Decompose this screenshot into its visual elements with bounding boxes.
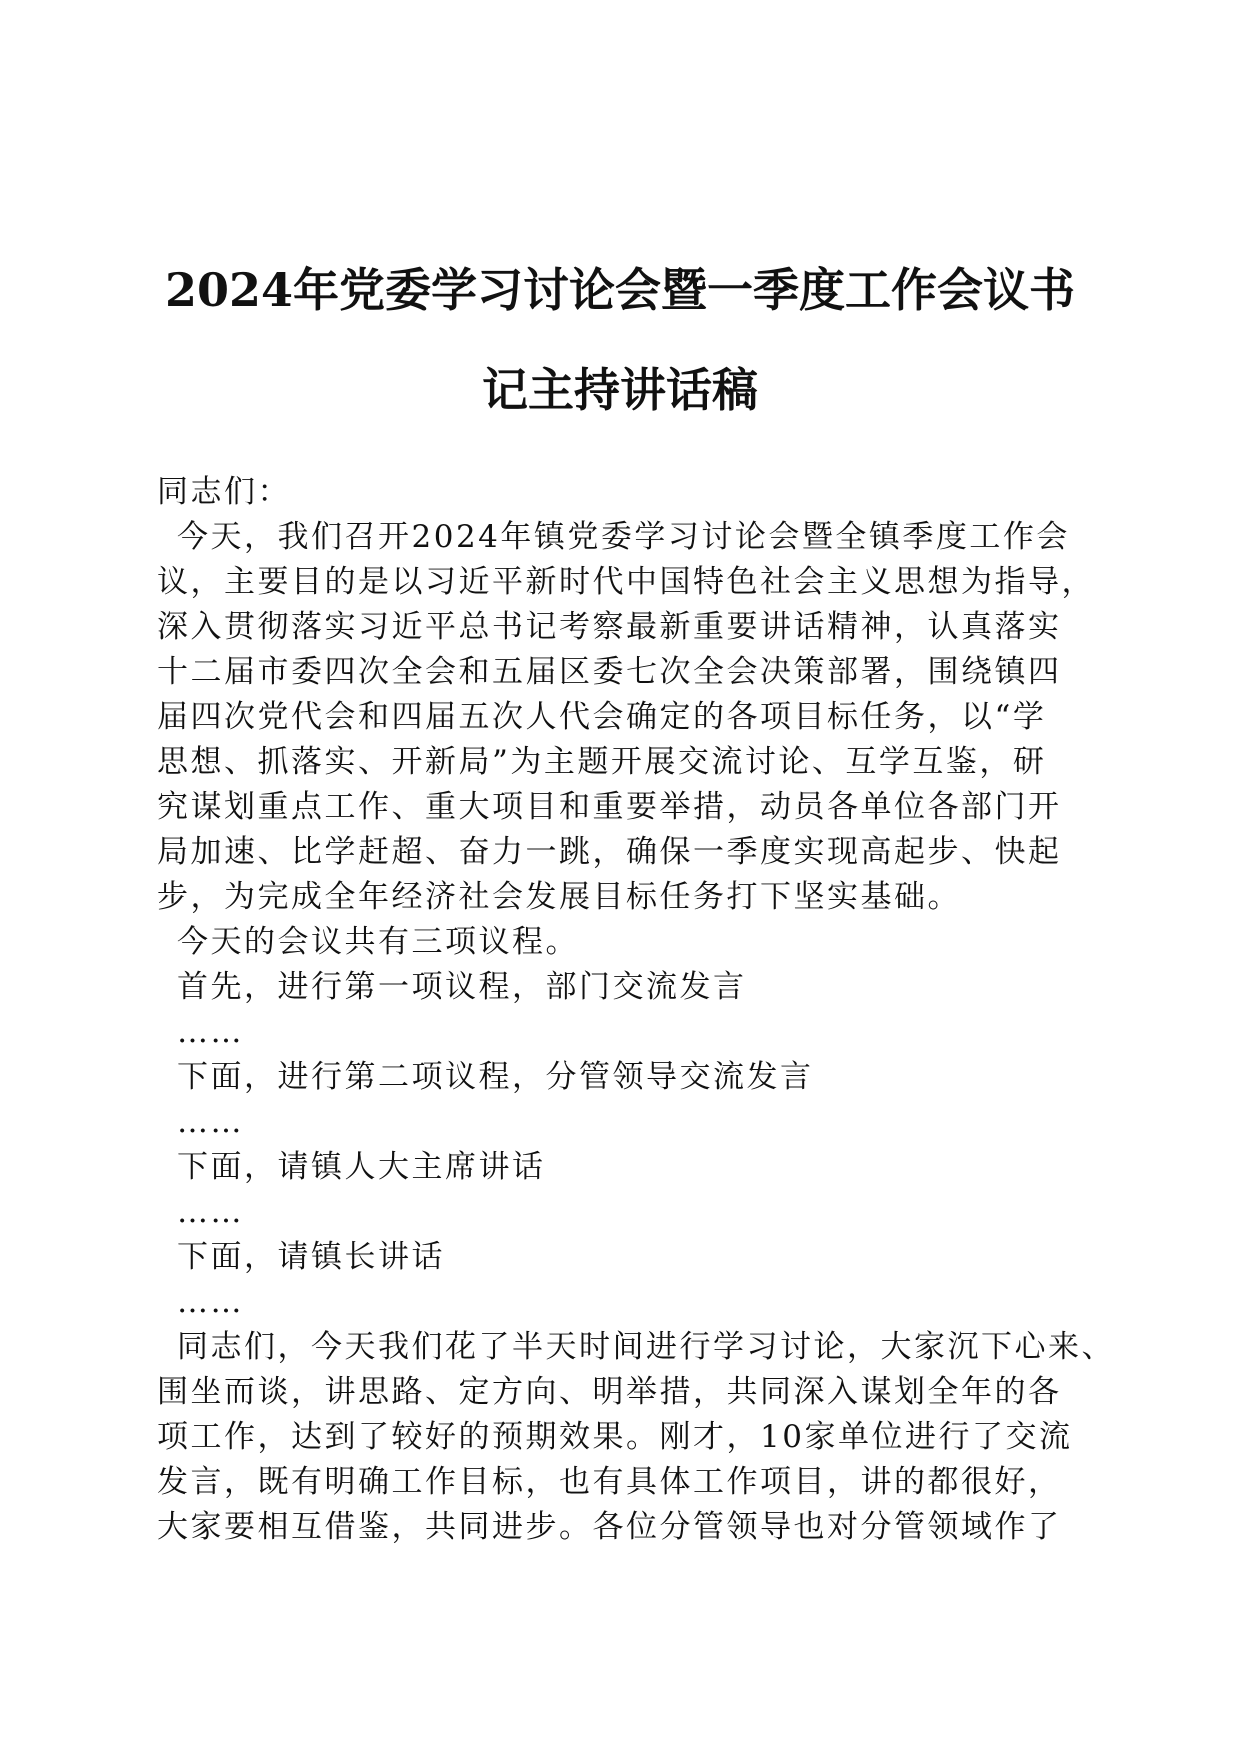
document-title xyxy=(155,240,1085,440)
body-line: 议，主要目的是以习近平新时代中国特色社会主义思想为指导， xyxy=(157,564,1095,600)
body-line: 同志们，今天我们花了半天时间进行学习讨论，大家沉下心来、 xyxy=(177,1329,1115,1365)
title-line-1: 2024年党委学习讨论会暨一季度工作会议书 xyxy=(164,263,1076,317)
body-line: 十二届市委四次全会和五届区委七次全会决策部署，围绕镇四 xyxy=(157,654,1062,690)
body-line: 大家要相互借鉴，共同进步。各位分管领导也对分管领域作了 xyxy=(157,1509,1062,1545)
body-line: …… xyxy=(177,1014,244,1050)
body-line: …… xyxy=(177,1104,244,1140)
body-line: 今天的会议共有三项议程。 xyxy=(177,924,579,960)
body-line: 局加速、比学赶超、奋力一跳，确保一季度实现高起步、快起 xyxy=(157,834,1062,870)
body-line: 下面，请镇长讲话 xyxy=(177,1239,445,1275)
body-line: 思想、抓落实、开新局”为主题开展交流讨论、互学互鉴，研 xyxy=(157,744,1047,780)
body-line: 届四次党代会和四届五次人代会确定的各项目标任务，以“学 xyxy=(157,699,1047,735)
body-line: 今天，我们召开2024年镇党委学习讨论会暨全镇季度工作会 xyxy=(177,519,1070,555)
body-line: 围坐而谈，讲思路、定方向、明举措，共同深入谋划全年的各 xyxy=(157,1374,1062,1410)
document-body xyxy=(157,470,1115,1550)
body-line: 首先，进行第一项议程，部门交流发言 xyxy=(177,969,747,1005)
body-line: 发言，既有明确工作目标，也有具体工作项目，讲的都很好， xyxy=(157,1464,1062,1500)
body-line: …… xyxy=(177,1284,244,1320)
title-line-2: 记主持讲话稿 xyxy=(482,363,758,417)
body-line: 究谋划重点工作、重大项目和重要举措，动员各单位各部门开 xyxy=(157,789,1062,825)
body-line: 同志们： xyxy=(157,474,291,510)
body-line: …… xyxy=(177,1194,244,1230)
body-line: 下面，进行第二项议程，分管领导交流发言 xyxy=(177,1059,814,1095)
body-line: 深入贯彻落实习近平总书记考察最新重要讲话精神，认真落实 xyxy=(157,609,1062,645)
body-line: 项工作，达到了较好的预期效果。刚才，10家单位进行了交流 xyxy=(157,1419,1073,1455)
body-line: 步，为完成全年经济社会发展目标任务打下坚实基础。 xyxy=(157,879,961,915)
body-line: 下面，请镇人大主席讲话 xyxy=(177,1149,546,1185)
